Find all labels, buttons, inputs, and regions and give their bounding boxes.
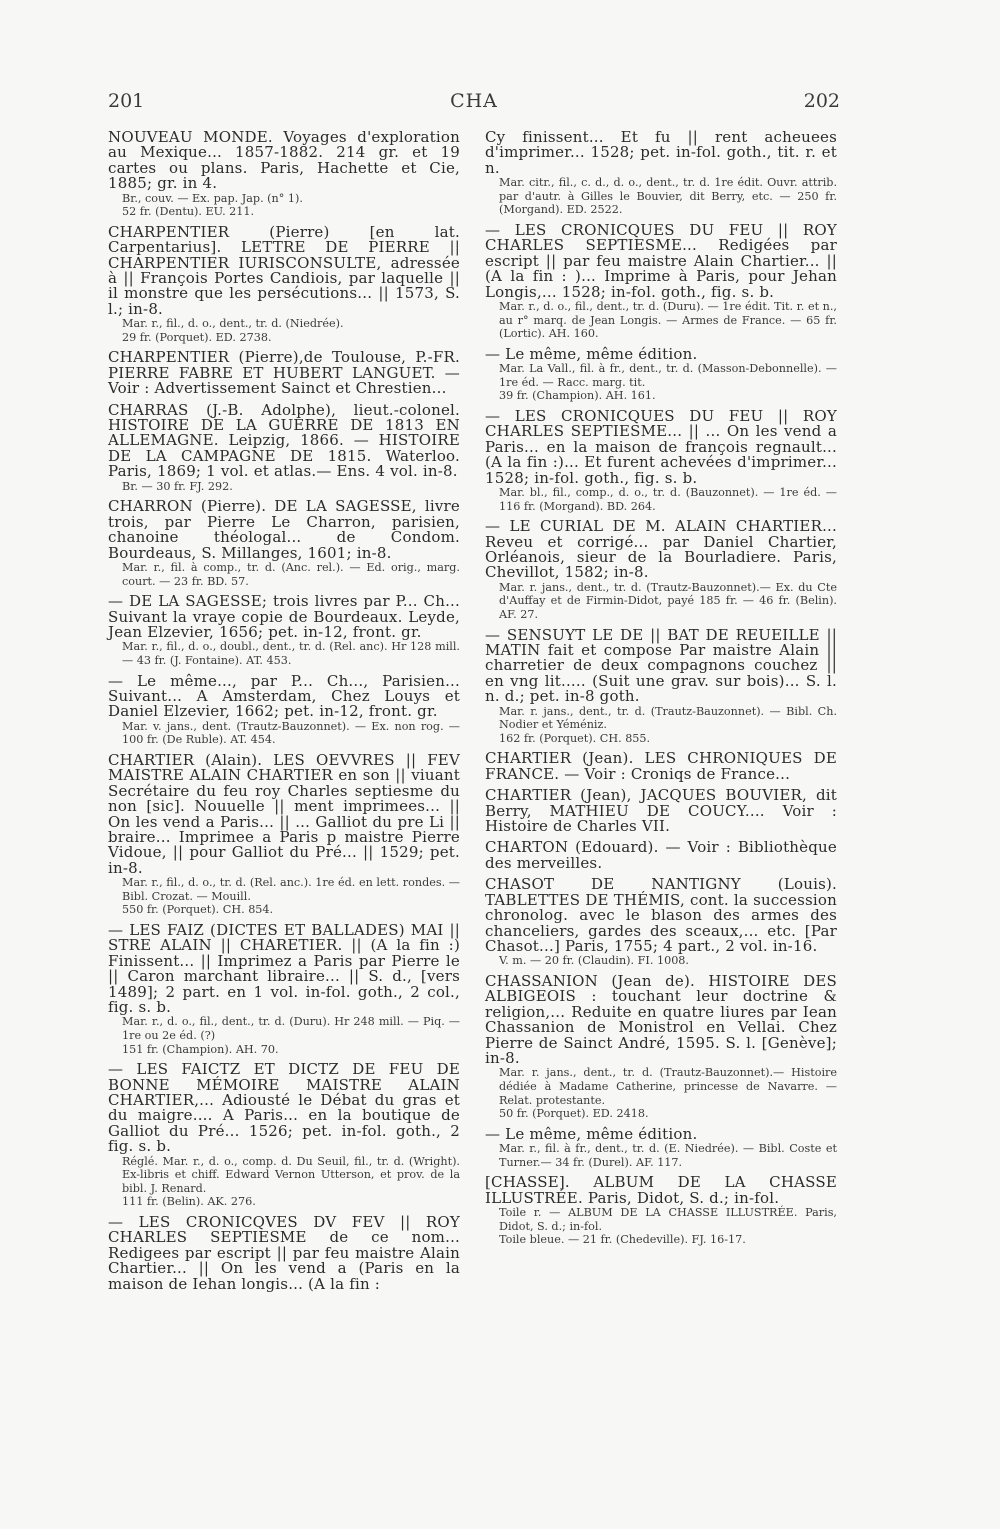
catalog-entry bbox=[108, 594, 460, 667]
catalog-entry bbox=[108, 499, 460, 588]
entry-text: CHARTIER (Jean). LES CHRONIQUES DE FRANCE. — Voir : Croniqs de France... bbox=[485, 749, 837, 783]
entry-note: Mar. r., d. o., fil., dent., tr. d. (Duru). — 1re édit. Tit. r. et n., au r° marq. de Jean Longis. — Armes de France. — 65 fr. (Lortic). AH. 160. bbox=[499, 300, 837, 341]
catalog-entry bbox=[485, 971, 837, 1121]
catalog-entry bbox=[485, 1175, 837, 1247]
left-column bbox=[108, 130, 460, 1298]
entry-text: Cy finissent... Et fu || rent acheuees d'imprimer... 1528; pet. in-fol. goth., tit. r. et n. bbox=[485, 128, 837, 177]
entry-note: Mar. r., fil., d. o., doubl., dent., tr. d. (Rel. anc). Hr 128 mill. — 43 fr. (J. Fontaine). AT. 453. bbox=[122, 640, 460, 667]
entry-text: — Le même..., par P... Ch..., Parisien... Suivant... A Amsterdam, Chez Louys et Daniel Elzevier, 1662; pet. in-12, front. gr. bbox=[108, 671, 460, 721]
entry-text: — LES CRONICQVES DV FEV || ROY CHARLES SEPTIESME de ce nom... Redigees par escript || par feu maistre Alain Chartier... || On les vend a (Paris en la maison de Iehan longis... (A la fin : bbox=[108, 1212, 460, 1293]
entry-note: Br., couv. — Ex. pap. Jap. (n° 1). bbox=[122, 191, 303, 205]
entry-note: Mar. r. jans., dent., tr. d. (Trautz-Bauzonnet). — Bibl. Ch. Nodier et Yéméniz. bbox=[499, 704, 837, 732]
entry-note: Mar. r., fil. à fr., dent., tr. d. (E. Niedrée). — Bibl. Coste et Turner.— 34 fr. (Durel). AF. 117. bbox=[499, 1142, 837, 1169]
catalog-entry bbox=[108, 920, 460, 1056]
entry-note: Réglé. Mar. r., d. o., comp. d. Du Seuil, fil., tr. d. (Wright). Ex-libris et chiff. Edward Vernon Utterson, et prov. de la bibl. J. Renard. bbox=[122, 1154, 460, 1195]
catalog-entry bbox=[485, 840, 837, 871]
running-head: CHA bbox=[450, 90, 498, 112]
entry-text: — DE LA SAGESSE; trois livres par P... Ch... Suivant la vraye copie de Bourdeaux. Leyde, Jean Elzevier, 1656; pet. in-12, front. gr. bbox=[108, 592, 460, 641]
entry-text: — LES CRONICQUES DU FEU || ROY CHARLES SEPTIESME... Redigées par escript || par feu maistre Alain Chartier... || (A la fin : )... Imprime à Paris, pour Jehan Longis,... 1528; in-fol. goth., fig. s. b. bbox=[485, 221, 837, 301]
entry-text: CHARTON (Edouard). — Voir : Bibliothèque des merveilles. bbox=[485, 838, 837, 872]
right-column bbox=[485, 130, 837, 1253]
entry-text: — Le même, même édition. bbox=[485, 344, 698, 363]
catalog-entry bbox=[485, 751, 837, 782]
entry-note: Mar. v. jans., dent. (Trautz-Bauzonnet). — Ex. non rog. — 100 fr. (De Ruble). AT. 454. bbox=[122, 719, 460, 747]
catalog-entry bbox=[108, 350, 460, 396]
entry-note: V. m. — 20 fr. (Claudin). FI. 1008. bbox=[499, 954, 689, 968]
entry-note: Br. — 30 fr. FJ. 292. bbox=[122, 479, 233, 493]
entry-note: 111 fr. (Belin). AK. 276. bbox=[122, 1195, 256, 1209]
entry-text: — SENSUYT LE DE || BAT DE REUEILLE || MATIN fait et compose Par maistre Alain || charretier de deux compagnons couchez || en vng lit..... (Suit une grav. sur bois)... S. l. n. d.; pet. in-8 goth. bbox=[485, 625, 837, 706]
entry-text: CHARRON (Pierre). DE LA SAGESSE, livre trois, par Pierre Le Charron, parisien, chanoine théologal... de Condom. Bourdeaus, S. Millanges, 1601; in-8. bbox=[108, 497, 460, 562]
catalog-entry bbox=[485, 625, 837, 746]
entry-text: CHARPENTIER (Pierre) [en lat. Carpentarius]. LETTRE DE PIERRE || CHARPENTIER IURISCONSULTE, adressée à || François Portes Candiois, par laquelle || il monstre que les persécutions... || 1573, S. l.; in-8. bbox=[108, 222, 460, 318]
catalog-entry bbox=[485, 519, 837, 621]
entry-note: Mar. r., fil. à comp., tr. d. (Anc. rel.). — Ed. orig., marg. court. — 23 fr. BD. 57. bbox=[122, 560, 460, 588]
entry-note: 151 fr. (Champion). AH. 70. bbox=[122, 1042, 279, 1056]
entry-text: CHARPENTIER (Pierre),de Toulouse, P.-FR. PIERRE FABRE ET HUBERT LANGUET. — Voir : Advertissement Sainct et Chrestien... bbox=[108, 348, 460, 398]
catalog-entry bbox=[108, 222, 460, 345]
entry-text: NOUVEAU MONDE. Voyages d'exploration au Mexique... 1857-1882. 214 gr. et 19 cartes ou plans. Paris, Hachette et Cie, 1885; gr. in 4. bbox=[108, 128, 460, 193]
entry-text: — LES FAIZ (DICTES ET BALLADES) MAI || STRE ALAIN || CHARETIER. || (A la fin :) Finissent... || Imprimez a Paris par Pierre le || Caron marchant libraire... || S. d., [vers 1489]; 2 part. en 1 vol. in-fol. goth., 2 col., fig. s. b. bbox=[108, 920, 460, 1016]
entry-note: 52 fr. (Dentu). EU. 211. bbox=[122, 205, 255, 219]
entry-text: — Le même, même édition. bbox=[485, 1124, 698, 1143]
catalog-entry bbox=[108, 1212, 460, 1293]
catalog-entry bbox=[108, 1062, 460, 1209]
catalog-entry bbox=[485, 344, 837, 403]
entry-note: 162 fr. (Porquet). CH. 855. bbox=[499, 731, 651, 745]
catalog-entry bbox=[485, 130, 837, 217]
page-header bbox=[108, 90, 840, 118]
catalog-entry bbox=[485, 877, 837, 968]
entry-text: CHASOT DE NANTIGNY (Louis). TABLETTES DE THÉMIS, cont. la succession chronolog. avec le blason des armes des chanceliers, gardes des sceaux,... etc. [Par Chasot...] Paris, 1755; 4 part., 2 vol. in-16. bbox=[485, 875, 837, 955]
entry-note: Mar. r., fil., d. o., dent., tr. d. (Niedrée). bbox=[122, 317, 344, 331]
entry-text: — LE CURIAL DE M. ALAIN CHARTIER... Reveu et corrigé... par Daniel Chartier, Orléanois, sieur de la Bourladiere. Paris, Chevillot, 1582; in-8. bbox=[485, 517, 837, 582]
entry-note: Mar. La Vall., fil. à fr., dent., tr. d. (Masson-Debonnelle). — 1re éd. — Racc. marg. tit. bbox=[499, 362, 837, 389]
entry-text: CHARTIER (Jean), JACQUES BOUVIER, dit Berry, MATHIEU DE COUCY.... Voir : Histoire de Charles VII. bbox=[485, 786, 837, 836]
entry-note: Mar. citr., fil., c. d., d. o., dent., tr. d. 1re édit. Ouvr. attrib. par d'autr. à Gilles le Bouvier, dit Berry, etc. — 250 fr. (Morgand). ED. 2522. bbox=[499, 176, 837, 217]
entry-text: — LES CRONICQUES DU FEU || ROY CHARLES SEPTIESME... || ... On les vend a Paris... en la maison de françois regnault... (A la fin :)... Et furent achevées d'imprimer... 1528; in-fol. goth., fig. s. b. bbox=[485, 407, 837, 487]
catalog-entry bbox=[108, 400, 460, 494]
catalog-entry bbox=[485, 1124, 837, 1170]
entry-note: 29 fr. (Porquet). ED. 2738. bbox=[122, 330, 272, 344]
entry-note: Mar. r. jans., dent., tr. d. (Trautz-Bauzonnet).— Histoire dédiée à Madame Catherine, princesse de Navarre. — Relat. protestante. bbox=[499, 1066, 837, 1107]
entry-note: 50 fr. (Porquet). ED. 2418. bbox=[499, 1107, 649, 1121]
catalog-entry bbox=[485, 223, 837, 341]
catalog-entry bbox=[485, 788, 837, 834]
entry-note: Mar. bl., fil., comp., d. o., tr. d. (Bauzonnet). — 1re éd. — 116 fr. (Morgand). BD. 264. bbox=[499, 486, 837, 513]
entry-text: — LES FAICTZ ET DICTZ DE FEU DE BONNE MÉMOIRE MAISTRE ALAIN CHARTIER,... Adiousté le Débat du gras et du maigre.... A Paris... en la boutique de Galliot du Pré... 1526; pet. in-fol. goth., 2 fig. s. b. bbox=[108, 1060, 460, 1156]
entry-note: Mar. r., fil., d. o., tr. d. (Rel. anc.). 1re éd. en lett. rondes. — Bibl. Crozat. — Mouill. bbox=[122, 876, 460, 903]
entry-note: Mar. r., d. o., fil., dent., tr. d. (Duru). Hr 248 mill. — Piq. — 1re ou 2e éd. (?) bbox=[122, 1015, 460, 1042]
catalog-entry bbox=[485, 409, 837, 513]
catalog-entry bbox=[108, 750, 460, 917]
entry-note: 550 fr. (Porquet). CH. 854. bbox=[122, 903, 274, 917]
entry-text: [CHASSE]. ALBUM DE LA CHASSE ILLUSTRÉE. Paris, Didot, S. d.; in-fol. bbox=[485, 1173, 837, 1207]
left-page-number: 201 bbox=[108, 90, 145, 112]
catalog-entry bbox=[108, 130, 460, 219]
catalog-entry bbox=[108, 671, 460, 747]
entry-text: CHASSANION (Jean de). HISTOIRE DES ALBIGEOIS : touchant leur doctrine & religion,... Reduite en quatre liures par Iean Chassanion de Monistrol en Vellai. Chez Pierre de Sainct André, 1595. S. l. [Genève]; in-8. bbox=[485, 971, 837, 1067]
entry-text: CHARRAS (J.-B. Adolphe), lieut.-colonel. HISTOIRE DE LA GUERRE DE 1813 EN ALLEMAGNE. Leipzig, 1866. — HISTOIRE DE LA CAMPAGNE DE 1815. Waterloo. Paris, 1869; 1 vol. et atlas.— Ens. 4 vol. in-8. bbox=[108, 400, 460, 481]
entry-note: Toile bleue. — 21 fr. (Chedeville). FJ. 16-17. bbox=[499, 1233, 746, 1247]
entry-text: CHARTIER (Alain). LES OEVVRES || FEV MAISTRE ALAIN CHARTIER en son || viuant Secrétaire du feu roy Charles septiesme du non [sic]. Nouuelle || ment imprimees... || On les vend a Paris... || ... Galliot du pre Li || braire... Imprimee a Paris p maistre Pierre Vidoue, || pour Galliot du Pré... || 1529; pet. in-8. bbox=[108, 750, 460, 877]
entry-note: Toile r. — ALBUM DE LA CHASSE ILLUSTRÉE. Paris, Didot, S. d.; in-fol. bbox=[499, 1206, 837, 1233]
entry-note: Mar. r. jans., dent., tr. d. (Trautz-Bauzonnet).— Ex. du Cte d'Auffay et de Firmin-Didot, payé 185 fr. — 46 fr. (Belin). AF. 27. bbox=[499, 580, 837, 622]
entry-note: 39 fr. (Champion). AH. 161. bbox=[499, 389, 656, 403]
right-page-number: 202 bbox=[803, 90, 840, 112]
